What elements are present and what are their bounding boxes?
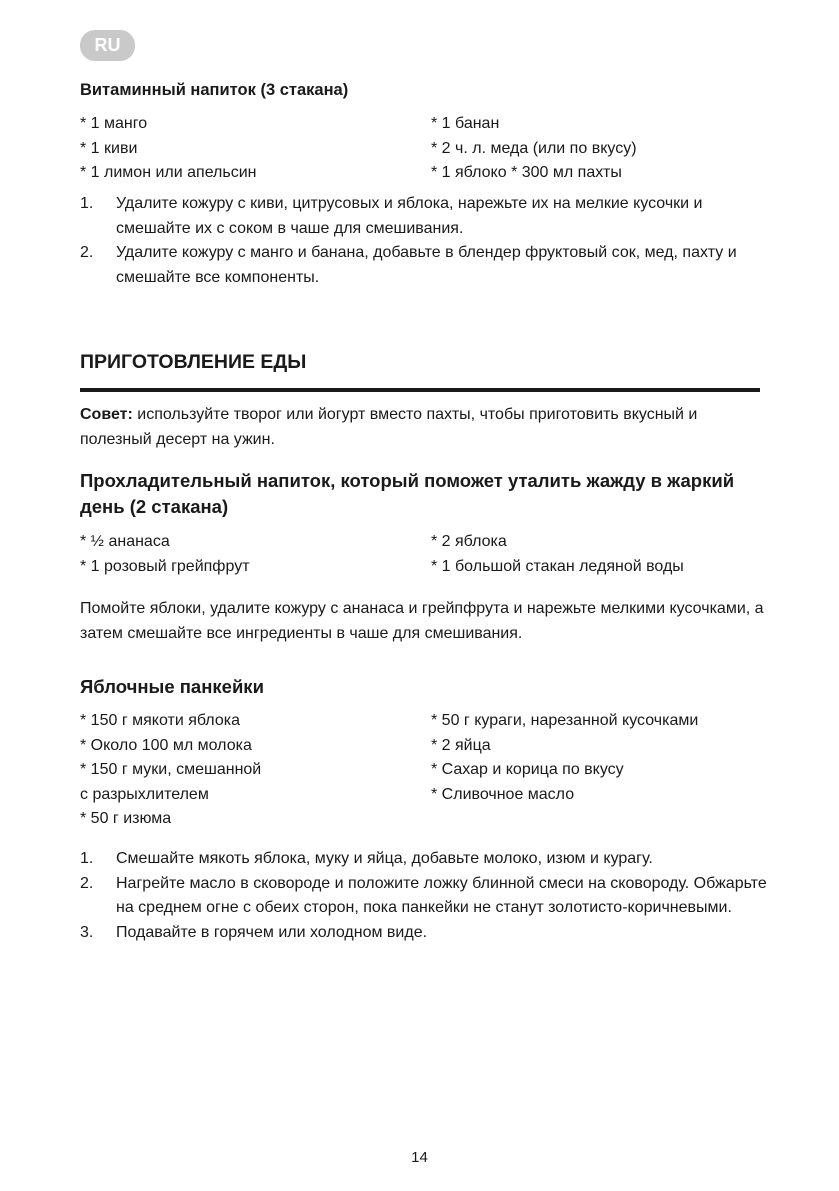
ingredient-item: * 1 лимон или апельсин bbox=[80, 164, 257, 181]
recipe-vitamin-ingredients bbox=[80, 112, 770, 188]
tip-label: Совет: bbox=[80, 406, 133, 423]
recipe-apple-pancakes-steps bbox=[80, 847, 770, 945]
ingredient-item: * 2 ч. л. меда (или по вкусу) bbox=[431, 139, 637, 157]
step-item bbox=[80, 241, 770, 290]
ingredients-right-column bbox=[431, 112, 781, 186]
ingredient-item: * 1 розовый грейпфрут bbox=[80, 557, 250, 575]
ingredient-item: * 50 г кураги, нарезанной кусочками bbox=[431, 712, 699, 729]
ingredient-item: * 1 яблоко * 300 мл пахты bbox=[431, 164, 622, 181]
ingredient-item: * ½ ананаса bbox=[80, 533, 170, 550]
step-number: 2. bbox=[80, 874, 94, 892]
ingredient-item: * 150 г мякоти яблока bbox=[80, 712, 240, 729]
ingredient-item: * Около 100 мл молока bbox=[80, 736, 252, 754]
ingredient-item: * 2 яйца bbox=[431, 736, 491, 754]
recipe-apple-pancakes-title: Яблочные панкейки bbox=[80, 676, 264, 697]
step-item bbox=[80, 921, 770, 946]
recipe-cooling-drink-instructions: Помойте яблоки, удалите кожуру с ананаса и грейпфрута и нарежьте мелкими кусочками, а затем смешайте все ингредиенты в чаше для смешивания. bbox=[80, 600, 764, 642]
step-item bbox=[80, 192, 770, 241]
step-text: Удалите кожуру с киви, цитрусовых и яблока, нарежьте их на мелкие кусочки и смешайте их с соком в чаше для смешивания. bbox=[116, 195, 703, 237]
step-item bbox=[80, 847, 770, 872]
ingredient-item: * Сахар и корица по вкусу bbox=[431, 761, 624, 778]
ingredient-item: * 50 г изюма bbox=[80, 810, 172, 827]
ingredients-left-column bbox=[80, 530, 420, 579]
ingredients-right-column bbox=[431, 709, 781, 807]
step-text: Удалите кожуру с манго и банана, добавьте в блендер фруктовый сок, мед, пахту и смешайте все компоненты. bbox=[116, 244, 737, 286]
recipe-vitamin-title: Витаминный напиток (3 стакана) bbox=[80, 81, 349, 99]
step-item bbox=[80, 872, 770, 921]
ingredients-right-column bbox=[431, 530, 781, 579]
step-text: Смешайте мякоть яблока, муку и яйца, добавьте молоко, изюм и курагу. bbox=[116, 850, 653, 867]
ingredients-left-column bbox=[80, 112, 420, 186]
ingredient-item: * 1 манго bbox=[80, 115, 148, 132]
section-title: ПРИГОТОВЛЕНИЕ ЕДЫ bbox=[80, 350, 760, 392]
ingredient-item: * Сливочное масло bbox=[431, 785, 575, 803]
step-number: 3. bbox=[80, 923, 94, 941]
language-badge: RU bbox=[80, 30, 135, 61]
tip-paragraph bbox=[80, 403, 770, 452]
step-text: Нагрейте масло в сковороде и положите ложку блинной смеси на сковороду. Обжарьте на среднем огне с обеих сторон, пока панкейки не станут золотисто-коричневыми. bbox=[116, 874, 767, 916]
ingredient-item: * 1 большой стакан ледяной воды bbox=[431, 557, 684, 575]
ingredient-item: * 150 г муки, смешанной bbox=[80, 761, 262, 778]
ingredient-item: * 1 киви bbox=[80, 139, 138, 157]
step-number: 1. bbox=[80, 195, 94, 212]
page-number: 14 bbox=[411, 1149, 428, 1166]
ingredient-item: * 2 яблока bbox=[431, 533, 507, 550]
recipe-apple-pancakes-ingredients bbox=[80, 709, 770, 834]
recipe-vitamin-steps bbox=[80, 192, 770, 290]
ingredient-item: с разрыхлителем bbox=[80, 785, 209, 803]
step-number: 1. bbox=[80, 850, 94, 867]
ingredient-item: * 1 банан bbox=[431, 115, 500, 132]
recipe-cooling-drink-ingredients bbox=[80, 530, 770, 580]
recipe-cooling-drink-title: Прохладительный напиток, который поможет уталить жажду в жаркий день (2 стакана) bbox=[80, 470, 735, 517]
tip-text: используйте творог или йогурт вместо пахты, чтобы приготовить вкусный и полезный десерт на ужин. bbox=[80, 406, 698, 448]
step-number: 2. bbox=[80, 244, 94, 261]
step-text: Подавайте в горячем или холодном виде. bbox=[116, 923, 428, 941]
ingredients-left-column bbox=[80, 709, 420, 832]
